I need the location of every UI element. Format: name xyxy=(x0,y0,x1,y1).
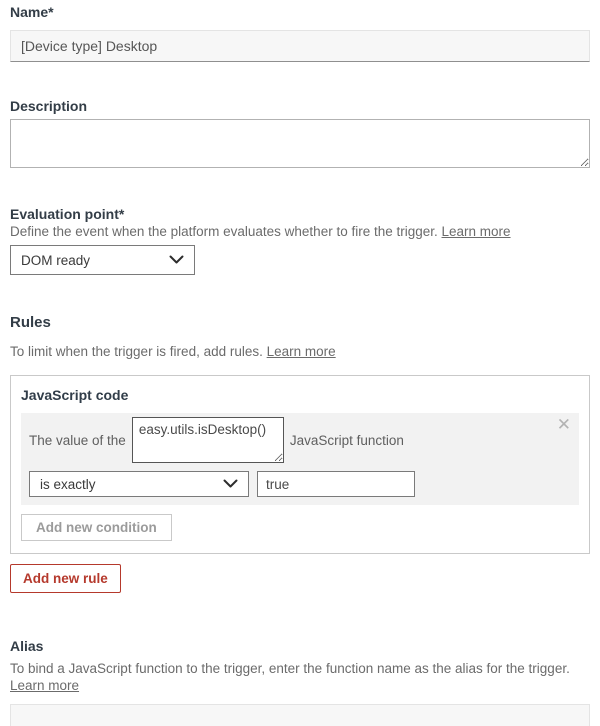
javascript-function-textarea[interactable] xyxy=(132,417,284,463)
chevron-down-icon xyxy=(223,479,238,489)
condition-area xyxy=(21,413,579,505)
evaluation-point-learn-more-link[interactable]: Learn more xyxy=(441,224,511,239)
add-new-condition-button[interactable]: Add new condition xyxy=(21,514,172,541)
chevron-down-icon xyxy=(169,255,184,265)
evaluation-point-selected-value: DOM ready xyxy=(21,252,91,268)
remove-condition-icon[interactable]: ✕ xyxy=(556,415,571,435)
name-input[interactable] xyxy=(10,30,590,62)
rules-help-text: To limit when the trigger is fired, add rules. xyxy=(10,344,263,359)
rules-help xyxy=(10,344,590,360)
name-label: Name* xyxy=(10,4,54,20)
alias-learn-more-link[interactable]: Learn more xyxy=(10,678,80,693)
condition-value-input[interactable] xyxy=(257,471,415,497)
description-textarea[interactable] xyxy=(10,119,590,168)
rules-learn-more-link[interactable]: Learn more xyxy=(266,344,336,359)
evaluation-point-help-text: Define the event when the platform evaluates whether to fire the trigger. xyxy=(10,224,438,239)
condition-sentence xyxy=(29,415,571,465)
alias-label: Alias xyxy=(10,638,44,654)
evaluation-point-select[interactable] xyxy=(10,245,195,275)
condition-suffix-text: JavaScript function xyxy=(289,432,404,448)
description-label: Description xyxy=(10,98,88,114)
evaluation-point-help xyxy=(10,224,590,240)
operator-select[interactable] xyxy=(29,471,249,497)
rule-type-label: JavaScript code xyxy=(21,387,129,403)
alias-input[interactable] xyxy=(10,704,590,726)
condition-prefix-text: The value of the xyxy=(29,432,126,448)
alias-help-text: To bind a JavaScript function to the trigger, enter the function name as the alias for the trigger. xyxy=(10,661,570,676)
alias-help xyxy=(10,660,590,694)
rules-heading: Rules xyxy=(10,314,51,331)
add-new-rule-button[interactable]: Add new rule xyxy=(10,564,121,593)
evaluation-point-label: Evaluation point* xyxy=(10,206,125,222)
condition-operator-row xyxy=(29,471,571,497)
operator-selected-value: is exactly xyxy=(40,476,96,492)
rule-card xyxy=(10,375,590,554)
